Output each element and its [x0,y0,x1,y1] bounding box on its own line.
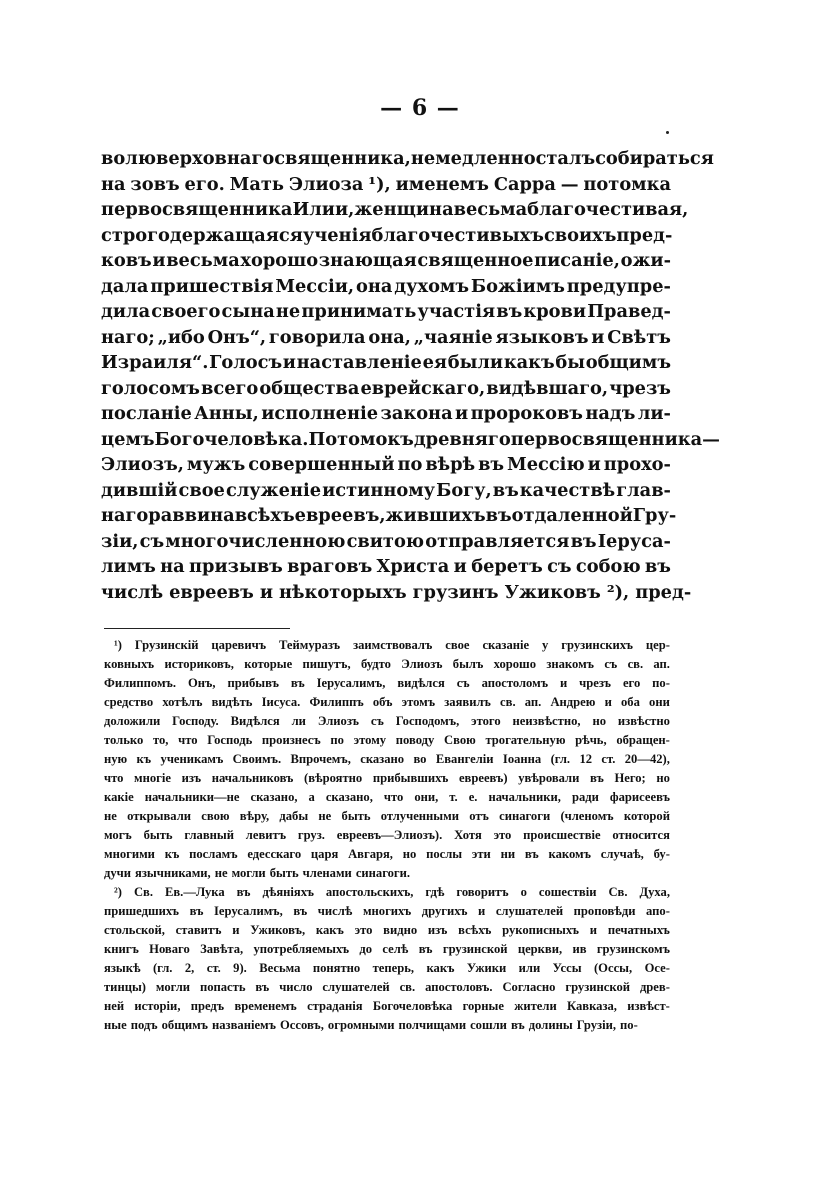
footnote-line: что многіе изъ начальниковъ (вѣроятно прибывшихъ евреевъ) увѣровали въ Него; но [104,771,670,785]
body-line: волю верховнаго священника, немедленно сталъ собираться [101,148,714,169]
footnote-line: тинцы) могли попасть въ число слушателей св. апостоловъ. Согласно грузинской древ- [104,980,670,994]
body-line: Израиля“. Голосъ и наставленіе ея были какъ бы общимъ [101,352,671,373]
footnote-line: ную къ ученикамъ Своимъ. Впрочемъ, сказано во Евангеліи Іоанна (гл. 12 ст. 20—42), [104,752,670,766]
body-line: ковъ и весьма хорошо знающая священное писаніе, ожи- [101,250,671,271]
footnote-line: какіе начальники—не сказано, а сказано, что они, т. е. начальники, ради фарисеевъ [104,790,670,804]
footnote-line: только то, что Господь произнесъ по этому поводу Свою трогательную рѣчь, обращен- [104,733,670,747]
footnote-line: ные подъ общимъ названіемъ Оссовъ, огромными полчищами сошли въ долины Грузіи, по- [104,1018,638,1032]
body-line: дила своего сына не принимать участія въ крови Правед- [101,301,671,322]
footnote-line: средство хотѣлъ видѣть Іисуса. Филиппъ объ этомъ заявилъ св. ап. Андрею и оба они [104,695,670,709]
footnotes-block [104,636,670,1035]
footnote-line: многими къ посламъ едесскаго царя Авгаря, но послы эти ни въ какомъ случаѣ, бу- [104,847,670,861]
footnote-line: ней исторіи, предъ временемъ страданія Богочеловѣка горные жители Кавказа, извѣст- [104,999,670,1013]
body-line: цемъ Богочеловѣка. Потомокъ древняго первосвященника — [101,428,720,450]
footnote-line: языкѣ (гл. 2, ст. 9). Весьма понятно теперь, какъ Ужики или Уссы (Оссы, Осе- [104,961,670,975]
footnote-line: доложили Господу. Видѣлся ли Элиозъ съ Господомъ, этого неизвѣстно, но извѣстно [104,714,670,728]
footnote-line: ковныхъ историковъ, которые пишутъ, будто Элиозъ былъ хорошо знакомъ съ св. ап. [104,657,670,671]
footnote-line: книгъ Новаго Завѣта, употребляемыхъ до селѣ въ грузинской церкви, ив грузинскомъ [104,942,670,956]
footnote-line: ¹) Грузинскій царевичъ Теймуразъ заимствовалъ свое сказаніе у грузинскихъ цер- [114,638,670,652]
footnote-line: дучи язычниками, не могли быть членами синагоги. [104,866,411,880]
body-line: строго держащаяся ученія благочестивыхъ своихъ пред- [101,224,673,246]
body-line: первосвященника Илии, женщина весьма благочестивая, [101,199,689,220]
body-line: наго раввина всѣхъ евреевъ, жившихъ въ отдаленной Гру- [101,505,677,526]
footnote-line: Филиппомъ. Онъ, прибывъ въ Іерусалимъ, видѣлся съ апостоломъ и чрезъ его по- [104,676,670,690]
body-line: голосомъ всего общества еврейскаго, видѣвшаго, чрезъ [101,377,671,399]
body-line: лимъ на призывъ враговъ Христа и беретъ съ собою въ [101,556,671,577]
body-line: Элиозъ, мужъ совершенный по вѣрѣ въ Мессію и прохо- [101,454,671,475]
footnote-line: не открывали свою вѣру, дабы не быть отлученными отъ синагоги (членомъ которой [104,809,670,823]
footnote-line: могъ быть главный левитъ груз. евреевъ—Элиозъ). Хотя это происшествіе относится [104,828,670,842]
print-speck [666,131,669,134]
footnote-line: ²) Св. Ев.—Лука въ дѣяніяхъ апостольскихъ, гдѣ говоритъ о сошествіи Св. Духа, [114,885,670,899]
body-line: числѣ евреевъ и нѣкоторыхъ грузинъ Ужиковъ ²), пред- [101,581,692,603]
body-line: посланіе Анны, исполненіе закона и пророковъ надъ ли- [101,403,671,424]
body-line: зіи, съ многочисленною свитою отправляется въ Іерусa- [101,530,671,552]
body-line: дившій свое служеніе истинному Богу, въ качествѣ глав- [101,479,671,501]
footnote-line: стольской, ставитъ и Ужиковъ, какъ это видно изъ всѣхъ рукописныхъ и печатныхъ [104,923,670,937]
body-line: наго; „ибо Онъ“, говорила она, „чаяніе языковъ и Свѣтъ [101,326,671,348]
body-line: дала пришествія Мессіи, она духомъ Божіимъ предупре- [101,275,671,297]
main-body-text [101,146,720,605]
footnote-separator-rule [104,628,290,629]
footnote-line: пришедшихъ въ Іерусалимъ, въ числѣ многихъ другихъ и слушателей проповѣди апо- [104,904,670,918]
body-line: на зовъ его. Мать Элиоза ¹), именемъ Сарра — потомка [101,173,671,195]
page-number: — 6 — [380,95,460,121]
